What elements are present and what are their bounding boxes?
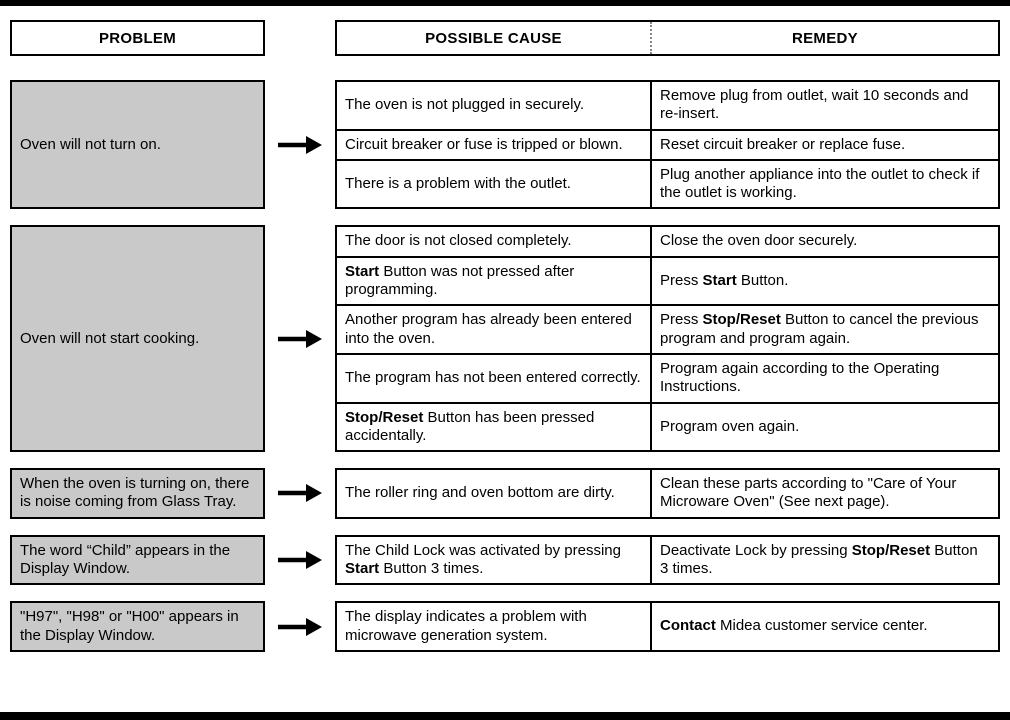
right-arrow-icon <box>265 535 335 586</box>
cause-cell: Circuit breaker or fuse is tripped or blown. <box>337 131 652 159</box>
remedy-cell: Plug another appliance into the outlet to check if the outlet is working. <box>660 165 980 202</box>
possible-cause-column-header: POSSIBLE CAUSE <box>337 22 652 54</box>
cause-cell: Stop/Reset Button has been pressed accidentally. <box>337 404 652 451</box>
remedy-cell: Deactivate Lock by pressing Stop/Reset Button 3 times. <box>660 541 978 578</box>
table-row <box>337 258 998 307</box>
problem-group <box>10 601 1000 652</box>
cause-remedy-table <box>335 80 1000 209</box>
table-row <box>337 161 998 208</box>
problem-cell: Oven will not turn on. <box>10 80 265 209</box>
remedy-cell: Clean these parts according to "Care of Your Microware Oven" (See next page). <box>660 475 957 511</box>
remedy-cell: Program oven again. <box>660 417 800 435</box>
table-header-row <box>10 20 1000 56</box>
remedy-cell: Contact Midea customer service center. <box>660 617 928 635</box>
right-arrow-icon <box>265 225 335 452</box>
groups <box>10 80 1000 652</box>
cause-cell: The Child Lock was activated by pressing Start Button 3 times. <box>337 537 652 584</box>
table-row <box>337 82 998 131</box>
problem-group <box>10 468 1000 519</box>
cause-remedy-table <box>335 535 1000 586</box>
problem-group <box>10 225 1000 452</box>
problem-cell: The word “Child” appears in the Display Window. <box>10 535 265 586</box>
remedy-cell: Program again according to the Operating Instructions. <box>660 359 940 396</box>
problem-group <box>10 535 1000 586</box>
remedy-column-header: REMEDY <box>792 29 858 47</box>
cause-cell: There is a problem with the outlet. <box>337 161 652 208</box>
bottom-edge-bar <box>0 712 1010 720</box>
cause-cell: The door is not closed completely. <box>337 227 652 255</box>
remedy-cell: Reset circuit breaker or replace fuse. <box>660 135 906 153</box>
table-row <box>337 603 998 650</box>
cause-remedy-table <box>335 468 1000 519</box>
remedy-cell: Press Stop/Reset Button to cancel the previous program and program again. <box>660 311 979 347</box>
right-arrow-icon <box>265 80 335 209</box>
cause-remedy-table <box>335 601 1000 652</box>
table-row <box>337 227 998 257</box>
right-arrow-icon <box>265 468 335 519</box>
table-row <box>337 404 998 451</box>
problem-group <box>10 80 1000 209</box>
cause-cell: Start Button was not pressed after programming. <box>337 258 652 305</box>
remedy-cell: Press Start Button. <box>660 271 789 289</box>
problem-cell: Oven will not start cooking. <box>10 225 265 452</box>
problem-cell: "H97", "H98" or "H00" appears in the Display Window. <box>10 601 265 652</box>
remedy-cell: Close the oven door securely. <box>660 232 858 250</box>
table-row <box>337 306 998 355</box>
cause-cell: The roller ring and oven bottom are dirty. <box>337 470 652 517</box>
table-row <box>337 537 998 584</box>
table-row <box>337 131 998 161</box>
cause-cell: The oven is not plugged in securely. <box>337 82 652 129</box>
header-spacer <box>265 20 335 56</box>
table-row <box>337 470 998 517</box>
problem-column-header: PROBLEM <box>10 20 265 56</box>
cause-cell: The display indicates a problem with microwave generation system. <box>337 603 652 650</box>
problem-cell: When the oven is turning on, there is noise coming from Glass Tray. <box>10 468 265 519</box>
cause-cell: The program has not been entered correctly. <box>337 355 652 402</box>
right-arrow-icon <box>265 601 335 652</box>
top-edge-bar <box>0 0 1010 6</box>
remedy-cell: Remove plug from outlet, wait 10 seconds and re-insert. <box>660 87 969 123</box>
table-row <box>337 355 998 404</box>
cause-cell: Another program has already been entered into the oven. <box>337 306 652 353</box>
cause-remedy-header <box>335 20 1000 56</box>
cause-remedy-table <box>335 225 1000 452</box>
